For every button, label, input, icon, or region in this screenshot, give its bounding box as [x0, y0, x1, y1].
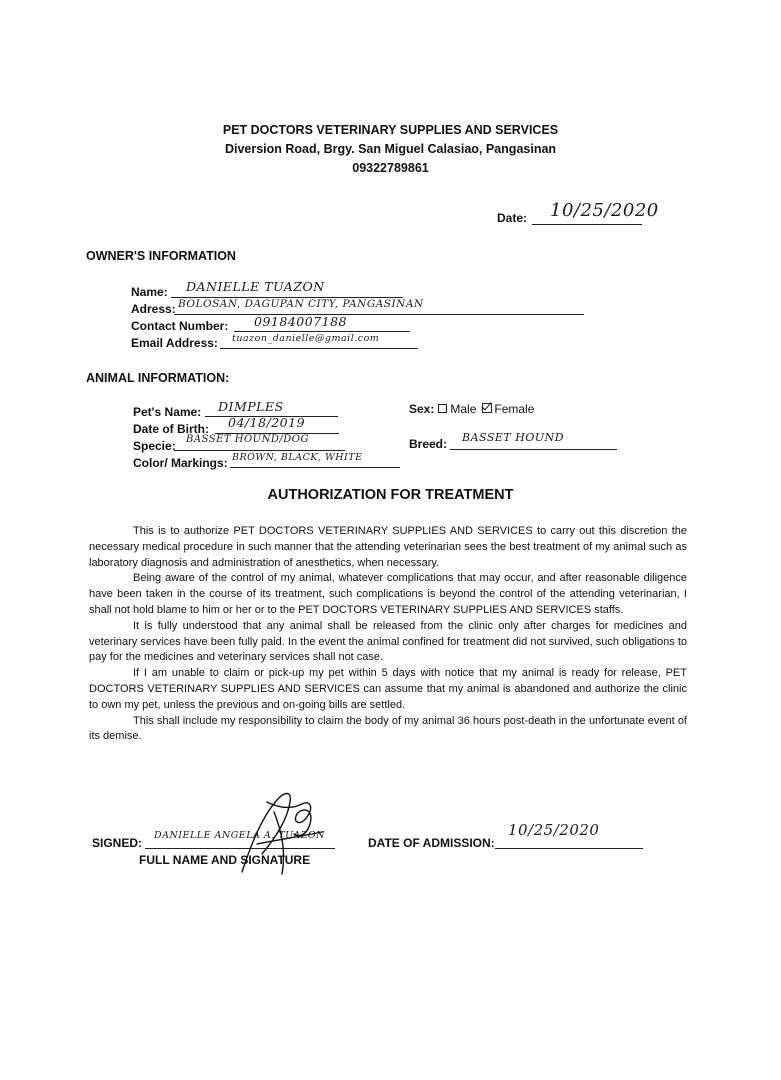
- date-label: Date:: [497, 211, 528, 225]
- admission-value: 10/25/2020: [508, 821, 600, 839]
- specie-label: Specie:: [133, 439, 176, 453]
- paragraph-2: Being aware of the control of my animal, whatever complications that may occur, and after reasonable diligence have been taken in the course of its treatment, such complications is beyond the control of the attending veterinarian, I shall not hold blame to him or her or to the PET DOCTORS VETERINARY SUPPLIES AND SERVICES staffs.: [89, 572, 687, 616]
- clinic-phone: 09322789861: [352, 161, 429, 175]
- admission-line: [495, 848, 643, 849]
- owner-address-label: Adress:: [131, 302, 176, 316]
- sex-label: Sex:: [409, 402, 435, 416]
- date-value: 10/25/2020: [550, 200, 659, 221]
- specie-value: BASSET HOUND/DOG: [186, 434, 309, 445]
- email-label: Email Address:: [131, 336, 218, 350]
- email-value: tuazon_danielle@gmail.com: [232, 333, 380, 344]
- pet-name-label: Pet's Name:: [133, 405, 202, 419]
- female-label: Female: [494, 402, 535, 416]
- male-label: Male: [450, 402, 477, 416]
- female-checkbox[interactable]: [482, 403, 492, 413]
- color-label: Color/ Markings:: [133, 456, 228, 470]
- male-checkbox[interactable]: [438, 404, 447, 413]
- dob-label: Date of Birth:: [133, 422, 209, 436]
- breed-line: [450, 449, 617, 450]
- contact-label: Contact Number:: [131, 319, 229, 333]
- owner-name-value: DANIELLE TUAZON: [186, 279, 325, 294]
- authorization-body: [89, 524, 687, 745]
- clinic-name: PET DOCTORS VETERINARY SUPPLIES AND SERVICES: [222, 123, 559, 137]
- breed-value: BASSET HOUND: [462, 431, 565, 444]
- signature-caption: FULL NAME AND SIGNATURE: [139, 853, 311, 867]
- paragraph-4: If I am unable to claim or pick-up my pet within 5 days with notice that my animal is ready for release, PET DOCTORS VETERINARY SUPPLIES AND SERVICES can assume that my animal is abandoned and authorize the clinic to own my pet, unless the previous and on-going bills are settled.: [89, 667, 687, 711]
- signed-name-value: DANIELLE ANGELA A. TUAZON: [154, 830, 325, 841]
- contact-value: 09184007188: [254, 314, 347, 329]
- owner-address-value: BOLOSAN, DAGUPAN CITY, PANGASINAN: [178, 298, 424, 310]
- signature-image: [222, 782, 332, 882]
- owner-heading: OWNER'S INFORMATION: [86, 249, 236, 263]
- owner-address-line: [174, 314, 584, 315]
- signed-label: SIGNED:: [92, 836, 143, 850]
- specie-line: [174, 450, 345, 451]
- owner-name-label: Name:: [131, 285, 168, 299]
- color-line: [230, 467, 400, 468]
- clinic-address: Diversion Road, Brgy. San Miguel Calasiao, Pangasinan: [224, 142, 557, 156]
- sex-field: [409, 402, 534, 416]
- dob-value: 04/18/2019: [228, 415, 306, 430]
- email-line: [220, 348, 418, 349]
- breed-label: Breed:: [409, 437, 448, 451]
- paragraph-1: This is to authorize PET DOCTORS VETERINARY SUPPLIES AND SERVICES to carry out this discretion the necessary medical procedure in such manner that the attending veterinarian sees the best treatment of my animal such as laboratory diagnosis and administration of anesthetics, when necessary.: [89, 525, 687, 569]
- contact-line: [234, 331, 410, 332]
- paragraph-5: This shall include my responsibility to claim the body of my animal 36 hours post-death in the unfortunate event of its demise.: [89, 714, 687, 743]
- admission-label: DATE OF ADMISSION:: [368, 836, 495, 850]
- authorization-title: AUTHORIZATION FOR TREATMENT: [267, 487, 514, 503]
- paragraph-3: It is fully understood that any animal shall be released from the clinic only after charges for medicines and veterinary services have been fully paid. In the event the animal confined for treatment did not survived, such obligations to pay for the medicines and veterinary services shall not case.: [89, 619, 687, 664]
- animal-heading: ANIMAL INFORMATION:: [86, 371, 230, 385]
- date-line: [532, 224, 642, 225]
- color-value: BROWN, BLACK, WHITE: [232, 452, 363, 463]
- pet-name-value: DIMPLES: [218, 399, 284, 414]
